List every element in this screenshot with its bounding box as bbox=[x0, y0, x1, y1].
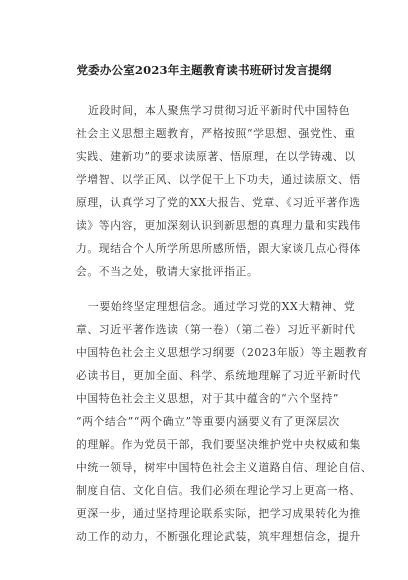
paragraph-2-line-10: 更深一步，通过坚持理论联系实际，把学习成果转化为推 bbox=[76, 507, 361, 520]
paragraph-2-line-4: 必读书目，更加全面、科学、系统地理解了习近平新时代 bbox=[76, 369, 361, 382]
paragraph-2-line-6: “两个结合”“两个确立”等重要内涵要义有了更深层次 bbox=[76, 415, 340, 428]
paragraph-1-line-6: 读》等内容，更加深刻认识到新思想的真理力量和实践伟 bbox=[76, 219, 361, 232]
paragraph-1-line-8: 会。不当之处，敬请大家批评指正。 bbox=[76, 265, 259, 278]
paragraph-1-line-5: 原理，认真学习了党的XX大报告、党章、《习近平著作选 bbox=[76, 196, 361, 209]
paragraph-2-line-8: 中统一领导，树牢中国特色社会主义道路自信、理论自信、 bbox=[76, 461, 373, 474]
paragraph-2-line-1: 一要始终坚定理想信念。通过学习党的XX大精神、党 bbox=[88, 300, 356, 313]
paragraph-2-line-9: 制度自信、文化自信。我们必须在理论学习上更高一格、 bbox=[76, 484, 361, 497]
paragraph-1-line-7: 力。现结合个人所学所思所感所悟，跟大家谈几点心得体 bbox=[76, 242, 361, 255]
paragraph-2-line-11: 动工作的动力，不断强化理论武装，筑牢理想信念，提升 bbox=[76, 530, 361, 543]
paragraph-1-line-1: 近段时间，本人聚焦学习贯彻习近平新时代中国特色 bbox=[88, 104, 351, 117]
paragraph-2-line-5: 中国特色社会主义思想，对于其中蕴含的“六个坚持” bbox=[76, 392, 339, 405]
paragraph-2-line-7: 的理解。作为党员干部，我们要坚决维护党中央权威和集 bbox=[76, 438, 361, 451]
document-title: 党委办公室2023年主题教育读书班研讨发言提纲 bbox=[76, 63, 332, 77]
paragraph-2-line-3: 中国特色社会主义思想学习纲要（2023年版）等主题教育 bbox=[76, 346, 369, 359]
paragraph-2-line-2: 章、习近平著作选读（第一卷）（第二卷）习近平新时代 bbox=[76, 323, 356, 336]
paragraph-1-line-3: 实践、建新功”的要求读原著、悟原理，在以学铸魂、以 bbox=[76, 150, 356, 163]
paragraph-1-line-2: 社会主义思想主题教育，严格按照“学思想、强党性、重 bbox=[76, 127, 356, 140]
paragraph-1-line-4: 学增智、以学正风、以学促干上下功夫，通过读原文、悟 bbox=[76, 173, 361, 186]
